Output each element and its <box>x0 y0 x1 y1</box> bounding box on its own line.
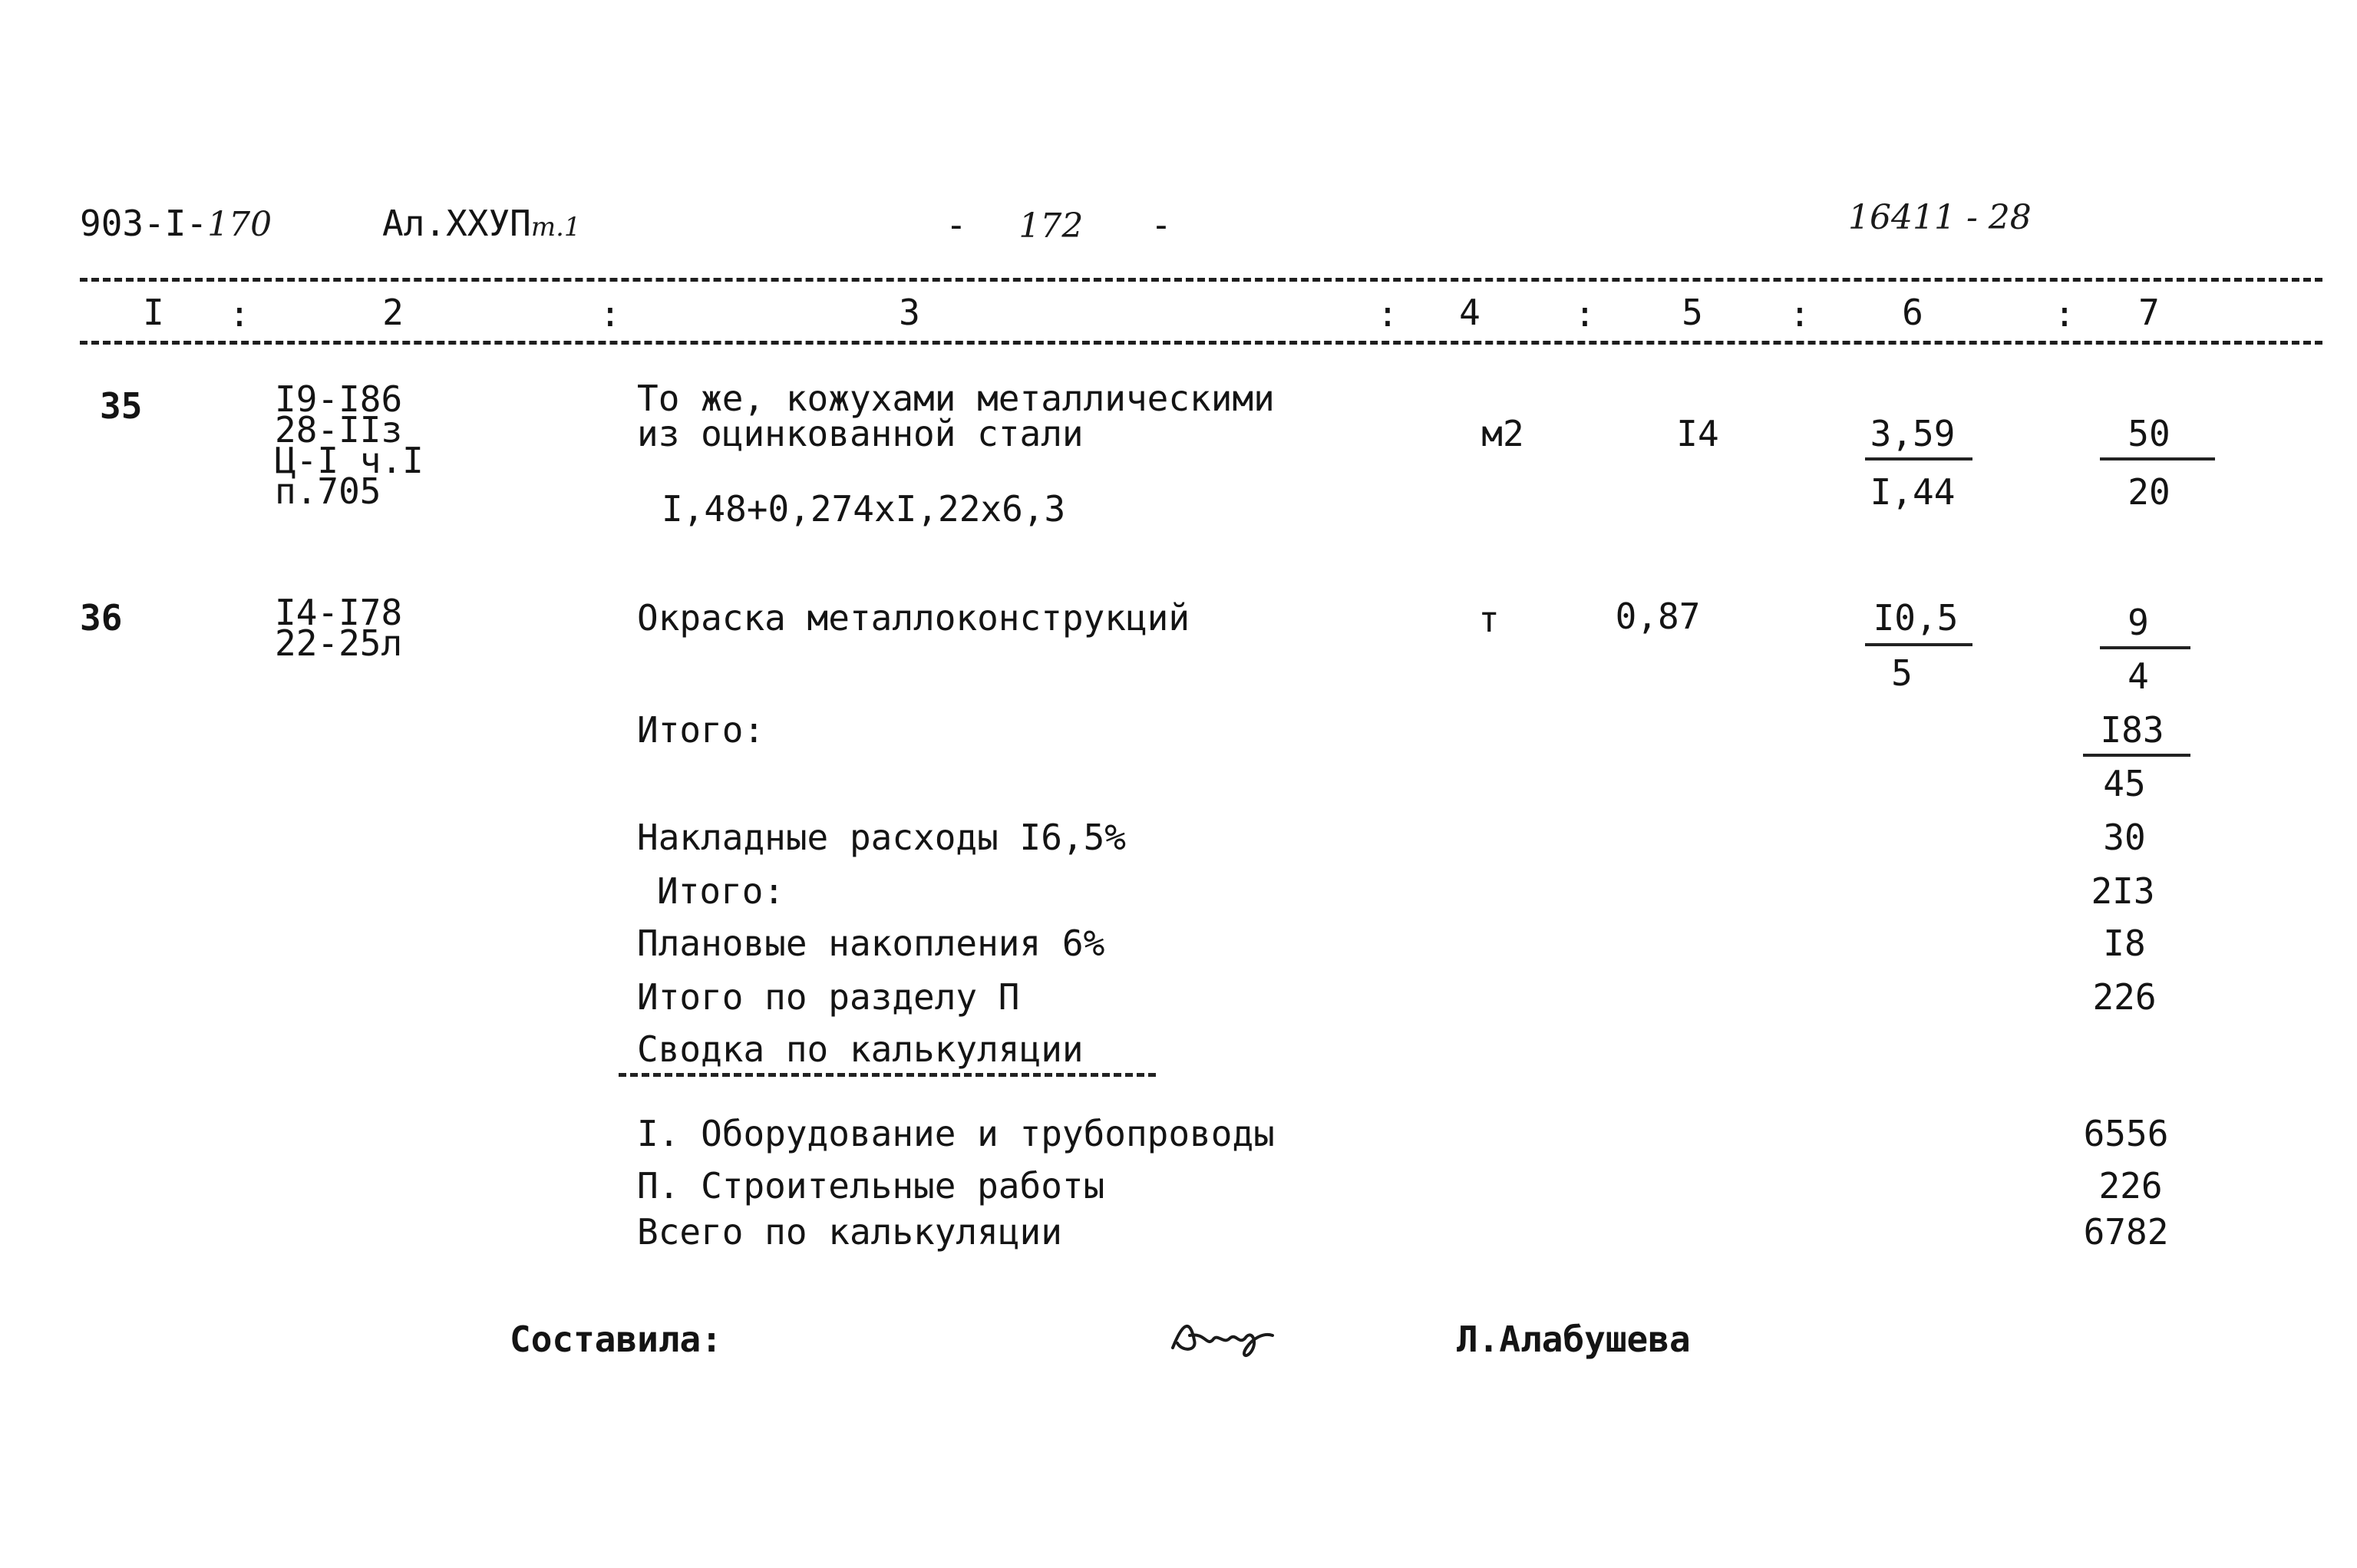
summary-heading: Сводка по калькуляции <box>637 1028 1084 1070</box>
row-quantity: I4 <box>1676 413 1719 454</box>
fraction-line <box>2100 646 2190 649</box>
planned-savings-value: I8 <box>2103 923 2146 964</box>
col-separator: : <box>229 293 250 335</box>
summary-construction-value: 226 <box>2098 1165 2163 1207</box>
col-separator: : <box>599 293 621 335</box>
overhead-label: Накладные расходы I6,5% <box>637 817 1126 858</box>
fraction-line <box>2083 754 2190 757</box>
row-codes: I4-I78 22-25л <box>275 592 403 664</box>
header-top-rule <box>80 278 2322 282</box>
fraction-line <box>2100 457 2215 460</box>
summary-heading-underline <box>619 1073 1156 1077</box>
col-header-2: 2 <box>382 292 404 333</box>
col-separator: : <box>1377 293 1398 335</box>
col-header-5: 5 <box>1682 292 1703 333</box>
album-code: Ал.ХХУПт.1 <box>382 203 581 244</box>
summary-equipment-value: 6556 <box>2083 1113 2169 1154</box>
row-unit: м2 <box>1481 413 1524 454</box>
row-description: Окраска металлоконструкций <box>637 597 1190 639</box>
subtotal-value-bottom: 45 <box>2103 763 2146 804</box>
inventory-number: 16411 - 28 <box>1848 198 2032 237</box>
col-header-6: 6 <box>1902 292 1923 333</box>
section-total-label: Итого по разделу П <box>637 976 1020 1018</box>
col-separator: : <box>2054 293 2075 335</box>
row-total-bottom: 20 <box>2128 471 2170 513</box>
planned-savings-label: Плановые накопления 6% <box>637 923 1105 964</box>
row-total-top: 50 <box>2128 413 2170 454</box>
row-formula: I,48+0,274xI,22x6,3 <box>662 488 1066 530</box>
compiler-name: Л.Алабушева <box>1457 1319 1691 1360</box>
summary-equipment-label: I. Оборудование и трубопроводы <box>637 1113 1275 1154</box>
subtotal-value-top: I83 <box>2100 709 2164 751</box>
subtotal-label: Итого: <box>637 709 765 751</box>
row-total-bottom: 4 <box>2128 655 2149 697</box>
col-header-1: I <box>143 292 164 333</box>
subtotal-2-value: 2I3 <box>2091 870 2155 912</box>
summary-construction-label: П. Строительные работы <box>637 1165 1105 1207</box>
col-header-7: 7 <box>2138 292 2160 333</box>
page-number: - 172 - <box>946 204 1172 246</box>
row-number: 36 <box>80 597 123 639</box>
col-header-4: 4 <box>1459 292 1481 333</box>
row-price-top: 3,59 <box>1870 413 1956 454</box>
subtotal-2-label: Итого: <box>657 870 785 912</box>
fraction-line <box>1865 643 1972 646</box>
doc-code: 903-I-170 <box>80 203 272 244</box>
section-total-value: 226 <box>2092 976 2157 1018</box>
row-description: То же, кожухами металлическими из оцинкованной стали <box>637 378 1275 454</box>
signature-mark <box>1167 1309 1282 1363</box>
header-bottom-rule <box>80 341 2322 345</box>
col-header-3: 3 <box>899 292 920 333</box>
row-price-top: I0,5 <box>1873 597 1959 639</box>
row-number: 35 <box>100 385 143 427</box>
row-price-bottom: 5 <box>1891 652 1913 694</box>
row-codes: I9-I86 28-IIз Ц-I ч.I п.705 <box>275 378 424 512</box>
overhead-value: 30 <box>2103 817 2146 858</box>
row-unit: т <box>1478 599 1500 640</box>
row-total-top: 9 <box>2128 602 2149 643</box>
doc-code-handwritten: 170 <box>207 205 272 244</box>
summary-total-label: Всего по калькуляции <box>637 1211 1062 1253</box>
row-price-bottom: I,44 <box>1870 471 1956 513</box>
summary-total-value: 6782 <box>2083 1211 2169 1253</box>
col-separator: : <box>1789 293 1811 335</box>
col-separator: : <box>1574 293 1596 335</box>
compiled-by-label: Составила: <box>510 1319 722 1360</box>
album-handwritten: т.1 <box>530 212 581 243</box>
fraction-line <box>1865 457 1972 460</box>
row-quantity: 0,87 <box>1615 596 1701 637</box>
